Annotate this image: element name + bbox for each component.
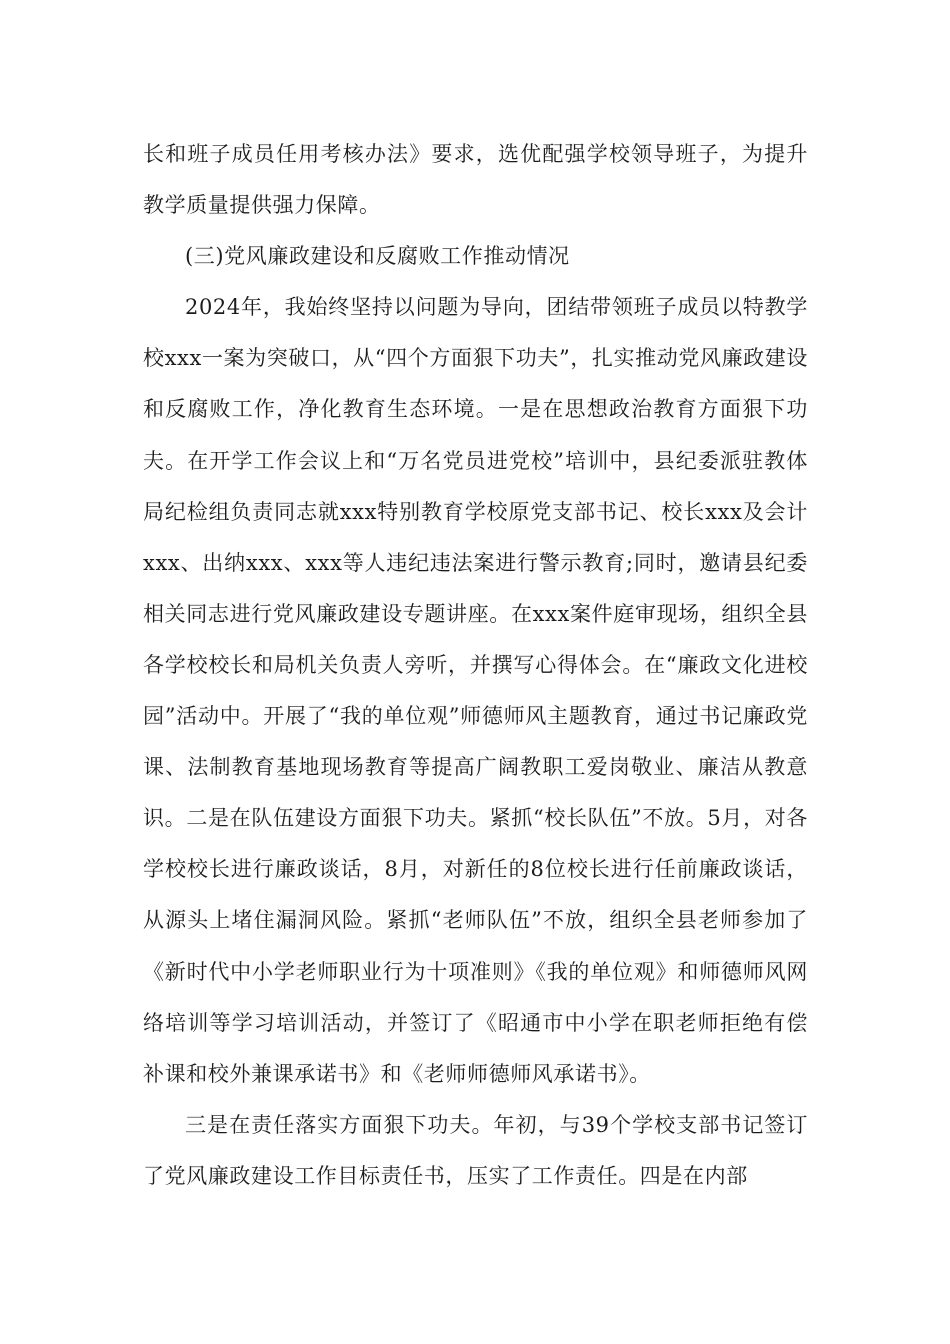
section-heading: (三)党风廉政建设和反腐败工作推动情况 [185, 244, 570, 269]
paragraph-continuation: 长和班子成员任用考核办法》要求，选优配强学校领导班子，为提升教学质量提供强力保障。 [143, 142, 808, 218]
paragraph-responsibility: 三是在责任落实方面狠下功夫。年初，与39个学校支部书记签订了党风廉政建设工作目标责任书，压实了工作责任。四是在内部 [143, 1112, 808, 1188]
document-body [143, 129, 808, 1202]
paragraph-main: 2024年，我始终坚持以问题为导向，团结带领班子成员以特教学校xxx一案为突破口，从“四个方面狠下功夫”，扎实推动党风廉政建设和反腐败工作，净化教育生态环境。一是在思想政治教育方面狠下功夫。在开学工作会议上和“万名党员进党校”培训中，县纪委派驻教体局纪检组负责同志就xxx特别教育学校原党支部书记、校长xxx及会计xxx、出纳xxx、xxx等人违纪违法案进行警示教育;同时，邀请县纪委相关同志进行党风廉政建设专题讲座。在xxx案件庭审现场，组织全县各学校校长和局机关负责人旁听，并撰写心得体会。在“廉政文化进校园”活动中。开展了“我的单位观”师德师风主题教育，通过书记廉政党课、法制教育基地现场教育等提高广阔教职工爱岗敬业、廉洁从教意识。二是在队伍建设方面狠下功夫。紧抓“校长队伍”不放。5月，对各学校校长进行廉政谈话，8月，对新任的8位校长进行任前廉政谈话，从源头上堵住漏洞风险。紧抓“老师队伍”不放，组织全县老师参加了《新时代中小学老师职业行为十项准则》《我的单位观》和师德师风网络培训等学习培训活动，并签订了《昭通市中小学在职老师拒绝有偿补课和校外兼课承诺书》和《老师师德师风承诺书》。 [143, 295, 808, 1086]
